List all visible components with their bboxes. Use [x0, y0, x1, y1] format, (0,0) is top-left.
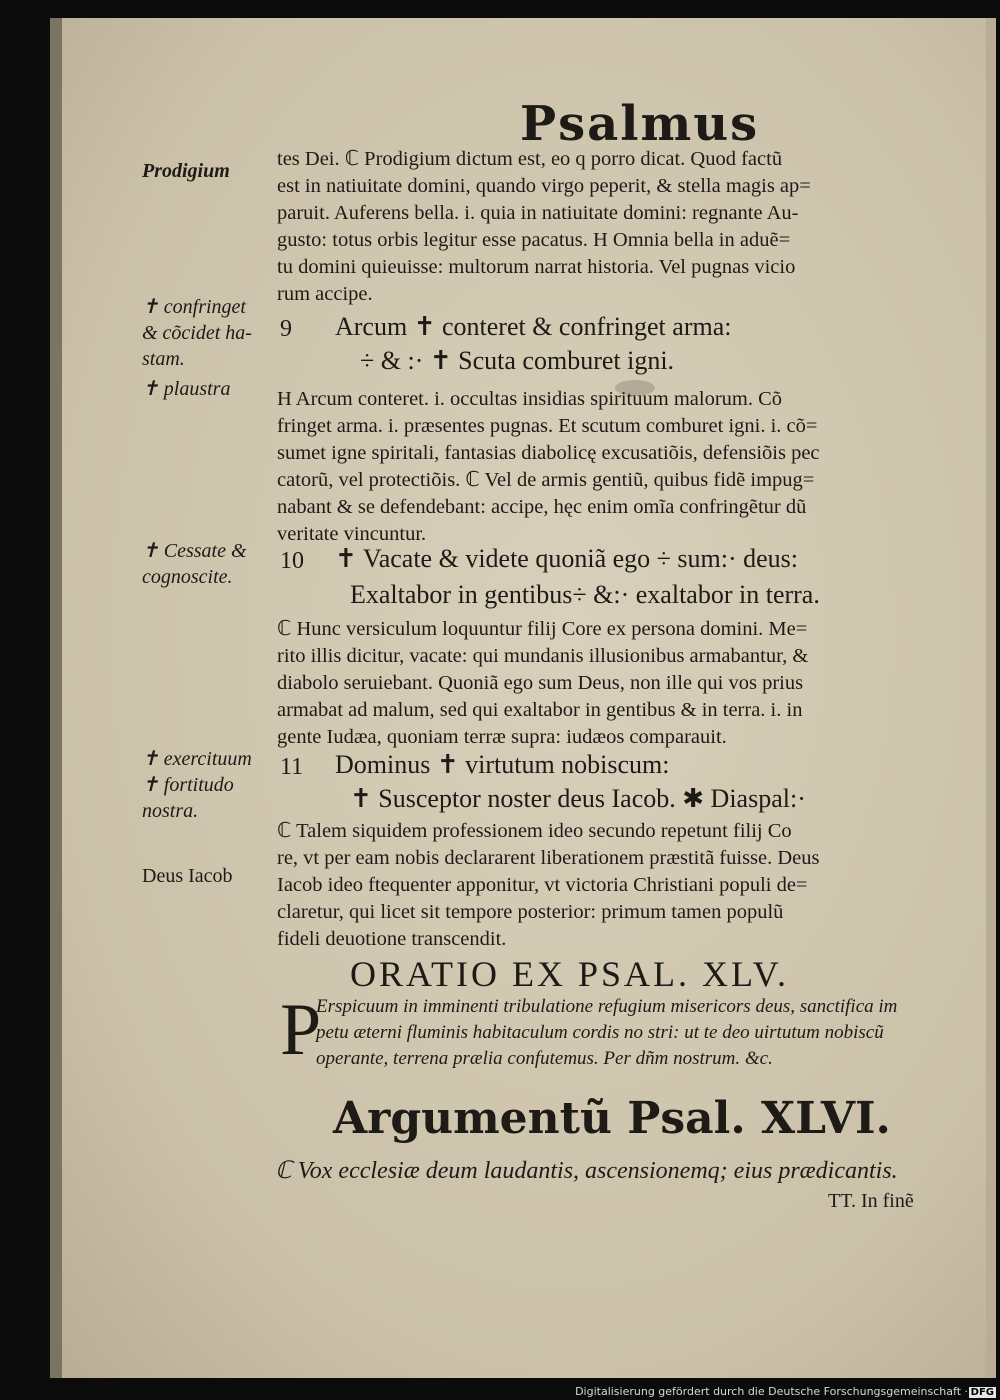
- commentary-line: ℂ Talem siquidem professionem ideo secundo repetunt filij Co: [277, 820, 792, 842]
- margin-note-fortitudo: ✝ fortitudo: [142, 774, 234, 796]
- footer-credit: Digitalisierung gefördert durch die Deutsche Forschungsgemeinschaft ·: [575, 1385, 968, 1398]
- drop-cap: P: [280, 989, 322, 1071]
- commentary-line: armabat ad malum, sed qui exaltabor in gentibus & in terra. i. in: [277, 699, 803, 721]
- scanned-page: [50, 18, 996, 1378]
- verse-number: 10: [280, 548, 304, 574]
- commentary-line: gente Iudæa, quoniam terræ supra: iudæos comparauit.: [277, 726, 727, 748]
- verse-line: Dominus ✝ virtutum nobiscum:: [335, 750, 670, 779]
- verse-number: 11: [280, 754, 304, 780]
- commentary-line: veritate vincuntur.: [277, 523, 427, 545]
- commentary-line: rum accipe.: [277, 283, 373, 305]
- margin-note-cessate: ✝ Cessate &: [142, 540, 247, 562]
- oratio-line: operante, terrena prælia confutemus. Per dñm nostrum. &c.: [316, 1048, 773, 1069]
- margin-note-cocidet: & cõcidet ha-: [142, 322, 252, 344]
- commentary-line: H Arcum conteret. i. occultas insidias spirituum malorum. Cõ: [277, 388, 783, 410]
- margin-note-cognoscite: cognoscite.: [142, 566, 233, 588]
- margin-note-nostra: nostra.: [142, 800, 199, 822]
- commentary-line: gusto: totus orbis legitur esse pacatus. H Omnia bella in aduẽ=: [277, 229, 791, 251]
- margin-note-prodigium: Prodigium: [142, 160, 230, 182]
- verse-line: Exaltabor in gentibus÷ &:· exaltabor in terra.: [350, 580, 820, 609]
- verse-line: ÷ & :· ✝ Scuta comburet igni.: [360, 346, 675, 375]
- commentary-line: re, vt per eam nobis declararent liberationem præstitã fuisse. Deus: [277, 847, 820, 869]
- commentary-line: tes Dei. ℂ Prodigium dictum est, eo q porro dicat. Quod factũ: [277, 148, 783, 170]
- margin-note-plaustra: ✝ plaustra: [142, 378, 231, 400]
- page-gutter-shadow: [50, 18, 62, 1378]
- commentary-line: Iacob ideo ftequenter apponitur, vt victoria Christiani populi de=: [277, 874, 808, 896]
- page-edge: [986, 18, 996, 1378]
- verse-line: Arcum ✝ conteret & confringet arma:: [335, 312, 732, 341]
- argumentum-line: ℂ Vox ecclesiæ deum laudantis, ascensionemq; eius prædicantis.: [275, 1158, 898, 1184]
- verse-line: ✝ Vacate & videte quoniã ego ÷ sum:· deus:: [335, 544, 799, 573]
- commentary-line: fideli deuotione transcendit.: [277, 928, 507, 950]
- oratio-line: petu æterni fluminis habitaculum cordis no stri: ut te deo uirtutum nobiscũ: [316, 1022, 884, 1043]
- margin-note-confringet: ✝ confringet: [142, 296, 246, 318]
- catchword: TT. In finẽ: [828, 1190, 914, 1212]
- commentary-line: ℂ Hunc versiculum loquuntur filij Core ex persona domini. Me=: [277, 618, 808, 640]
- commentary-line: fringet arma. i. præsentes pugnas. Et scutum comburet igni. i. cõ=: [277, 415, 818, 437]
- margin-note-exercituum: ✝ exercituum: [142, 748, 252, 770]
- oratio-heading: ORATIO EX PSAL. XLV.: [350, 954, 790, 994]
- margin-note-deus-iacob: Deus Iacob: [142, 865, 233, 887]
- dfg-logo: DFG: [970, 1387, 994, 1398]
- verse-line: ✝ Susceptor noster deus Iacob. ✱ Diaspal:·: [350, 784, 806, 813]
- oratio-line: Erspicuum in imminenti tribulatione refugium misericors deus, sanctifica im: [316, 996, 898, 1017]
- verse-number: 9: [280, 316, 292, 342]
- commentary-line: diabolo seruiebant. Quoniã ego sum Deus, non ille qui vos prius: [277, 672, 804, 694]
- commentary-line: claretur, qui licet sit tempore posterior: primum tamen populũ: [277, 901, 784, 923]
- commentary-line: nabant & se defendebant: accipe, hęc enim omĩa confringẽtur dũ: [277, 496, 807, 518]
- commentary-line: sumet igne spiritali, fantasias diabolicę excusatiõis, defensiõis pec: [277, 442, 820, 464]
- commentary-line: paruit. Auferens bella. i. quia in natiuitate domini: regnante Au-: [277, 202, 799, 224]
- argumentum-heading: Argumentũ Psal. XLVI.: [333, 1093, 891, 1144]
- margin-note-stam: stam.: [142, 348, 185, 370]
- running-head: Psalmus: [520, 96, 760, 152]
- commentary-line: catorũ, vel protectiõis. ℂ Vel de armis gentiũ, quibus fidẽ impug=: [277, 469, 815, 491]
- commentary-line: tu domini quieuisse: multorum narrat historia. Vel pugnas vicio: [277, 256, 796, 278]
- commentary-line: rito illis dicitur, vacate: qui mundanis illusionibus armabantur, &: [277, 645, 809, 667]
- commentary-line: est in natiuitate domini, quando virgo peperit, & stella magis ap=: [277, 175, 811, 197]
